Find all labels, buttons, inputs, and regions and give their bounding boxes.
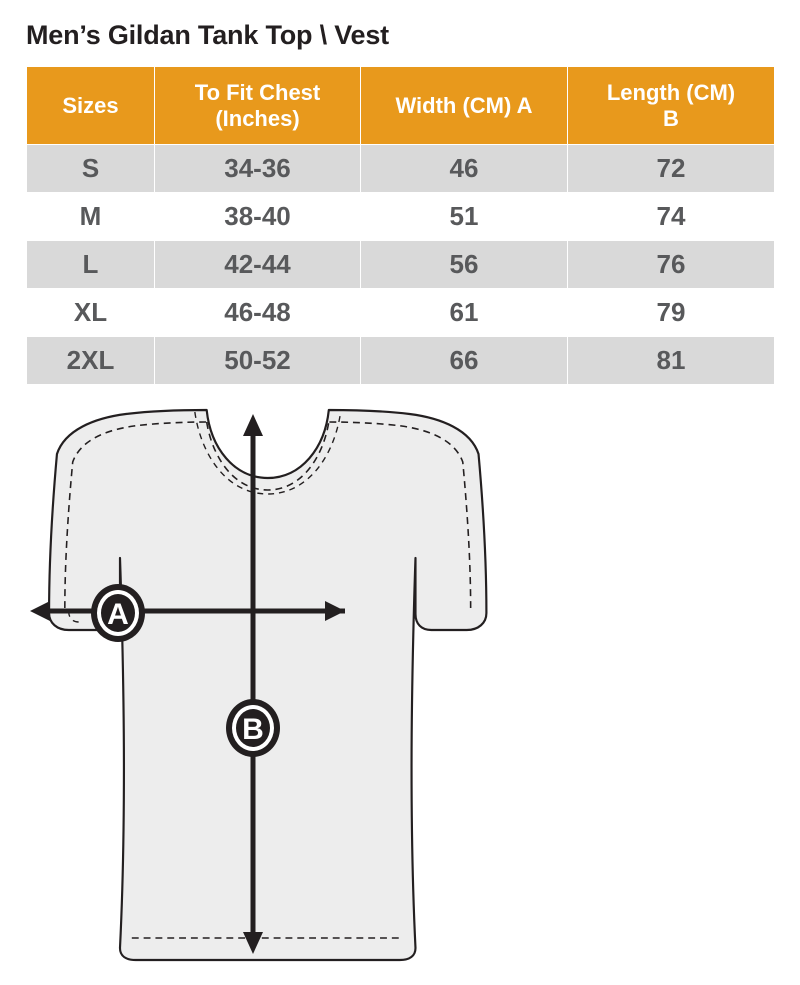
table-row [27, 289, 775, 337]
column-header-chest [155, 67, 361, 145]
cell-chest: 38-40 [155, 193, 361, 241]
table-row [27, 337, 775, 385]
table-row [27, 145, 775, 193]
cell-chest: 42-44 [155, 241, 361, 289]
cell-size: XL [27, 289, 155, 337]
cell-width: 61 [361, 289, 568, 337]
cell-size: 2XL [27, 337, 155, 385]
cell-chest: 34-36 [155, 145, 361, 193]
page-title: Men’s Gildan Tank Top \ Vest [26, 20, 389, 50]
cell-length: 81 [568, 337, 775, 385]
cell-length: 79 [568, 289, 775, 337]
column-header-sizes [27, 67, 155, 145]
column-header-sizes-line1: Sizes [62, 92, 119, 118]
column-header-width-line1: Width (CM) A [395, 92, 533, 118]
size-chart-table [26, 66, 775, 385]
cell-length: 72 [568, 145, 775, 193]
table-row [27, 241, 775, 289]
column-header-chest-line1: To Fit Chest [194, 80, 321, 106]
cell-size: S [27, 145, 155, 193]
cell-width: 66 [361, 337, 568, 385]
cell-chest: 50-52 [155, 337, 361, 385]
tank-top-illustration [49, 410, 486, 960]
cell-size: L [27, 241, 155, 289]
cell-length: 74 [568, 193, 775, 241]
column-header-chest-line2: (Inches) [215, 105, 300, 131]
measure-badge-a-label: A [107, 598, 129, 631]
cell-chest: 46-48 [155, 289, 361, 337]
cell-width: 56 [361, 241, 568, 289]
column-header-length [568, 67, 775, 145]
measure-badge-b [226, 699, 280, 757]
measure-badge-b-label: B [242, 713, 264, 746]
table-row [27, 193, 775, 241]
table-header-row [27, 67, 775, 145]
cell-size: M [27, 193, 155, 241]
garment-diagram [0, 408, 800, 985]
cell-width: 51 [361, 193, 568, 241]
column-header-length-line1: Length (CM) [606, 80, 736, 106]
column-header-width [361, 67, 568, 145]
measure-badge-a [91, 584, 145, 642]
cell-width: 46 [361, 145, 568, 193]
cell-length: 76 [568, 241, 775, 289]
column-header-length-line2: B [663, 105, 679, 131]
